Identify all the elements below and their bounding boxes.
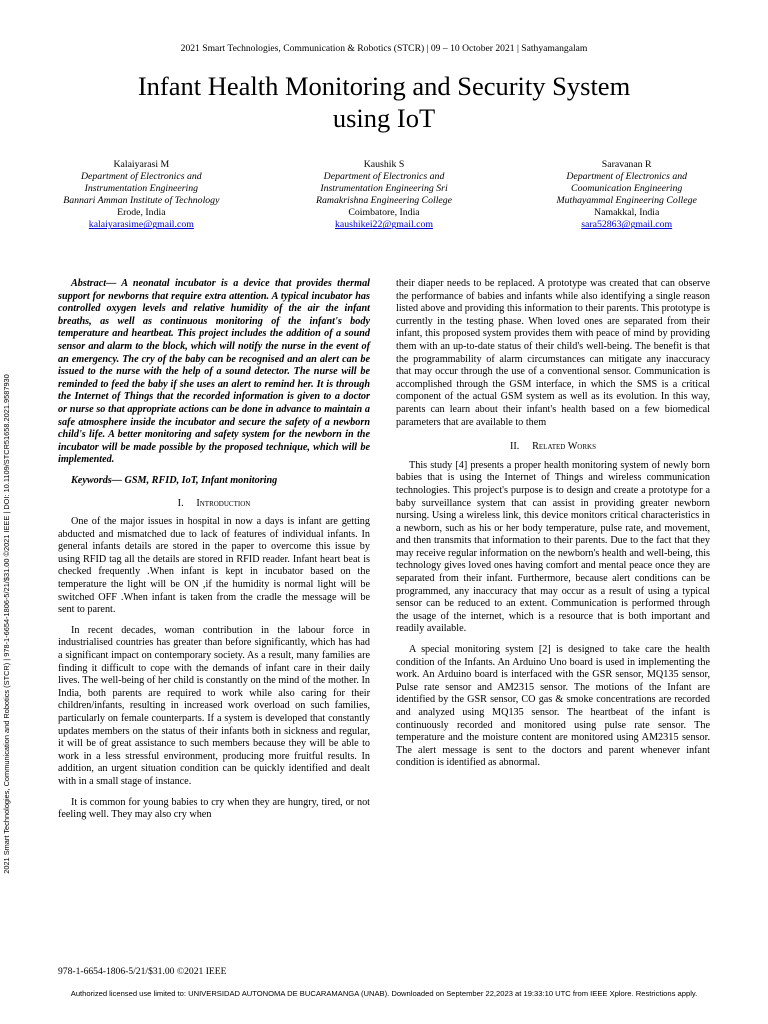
paper-title — [60, 70, 708, 134]
license-notice: Authorized licensed use limited to: UNIVERSIDAD AUTONOMA DE BUCARAMANGA (UNAB). Downloaded on September 22,2023 at 19:33:10 UTC from IEEE Xplore. Restrictions apply. — [70, 989, 698, 998]
section-heading-related-works — [396, 441, 710, 454]
author-email-link[interactable]: kaushikei22@gmail.com — [335, 219, 433, 231]
right-column — [396, 278, 710, 778]
author-department: Department of Electronics and — [323, 171, 445, 183]
author-institution: Bannari Amman Institute of Technology — [63, 195, 220, 207]
author-department-2: Instrumentation Engineering Sri — [320, 183, 448, 195]
paragraph: This study [4] presents a proper health monitoring system of newly born babies that is using the Internet of Things and wireless communication technologies. This project's purpose is to design and create a prototype for a baby surveillance system that can assist in providing greater newborn nursing. Using a wireless link, this device monitors critical characteristics in a newborn, such as his or her body temperature, pulse rate, and movement, and then transmits that information to their parents. Due to the fact that they may receive regular information on the newborn's health and well-being, this technology gives loved ones having comfort and mental peace once they are separated from their infant. Furthermore, because alert conditions can be programmed, any inaccuracy that may occur as a result of using a typical sensor can be reduced to an extent. Communication is performed through the usage of the internet, which is a resource that is both important and readily available. — [396, 459, 710, 635]
section-title: Related Works — [532, 441, 596, 453]
author-1 — [20, 159, 263, 232]
paragraph: A special monitoring system [2] is designed to take care the health condition of the Infants. An Arduino Uno board is used in implementing the work. An Arduino board is interfaced with the GSR sensor, MQ135 sensor, Pulse rate sensor and AM2315 sensor. The motions of the Infant are identified by the GSR sensor, CO gas & smoke concentrations are recorded and analyzed using MQ135 sensor. The heartbeat of the infant is continuously recorded and monitored using pulse rate sensor. The temperature and the moisture content are monitored using AM2315 sensor. The alert message is sent to the doctors and parent whenever infant condition is identified as abnormal. — [396, 644, 710, 769]
author-institution: Muthayammal Engineering College — [556, 195, 697, 207]
author-city: Erode, India — [117, 207, 166, 219]
author-email-link[interactable]: kalaiyarasime@gmail.com — [88, 219, 194, 231]
author-department-2: Instrumentation Engineering — [84, 183, 199, 195]
author-block — [20, 159, 748, 232]
paragraph: In recent decades, woman contribution in the labour force in industrialised countries has greater than before significantly, which has had a significant impact on contemporary society. As a result, many families are finding it difficult to cope with the demands of infant care in their daily lives. The well-being of her child is constantly on the mind of the mother. In India, both parents are required to work while also caring for their children/infants, resulting in increased work overload on such families, particularly on female counterparts. If a system is developed that constantly updates members on the status of their infants both in sickness and regular, it will be of great assistance to such members because they will be able to work in a less stressful environment, producing more fruitful results. In addition, an urgent situation condition can be quickly identified and dealt with in a small stage of instance. — [58, 624, 370, 787]
author-name: Saravanan R — [601, 159, 652, 170]
section-title: Introduction — [196, 497, 251, 509]
paragraph: It is common for young babies to cry when they are hungry, tired, or not feeling well. They may also cry when — [58, 796, 370, 821]
abstract-text: A neonatal incubator is a device that provides thermal support for newborns that require extra attention. A typical incubator has controlled oxygen levels and relative humidity of the air the infant breaths, as well as continuous monitoring of the infant's body temperature and heartbeat. This project includes the addition of a sound sensor and alarm to the block, which will notify the nurse in the event of an emergency. The cry of the baby can be recognised and an alert can be issued to the nurse with the help of a sound detector. The nurse will be reminded to feed the baby if she uses an alert to remind her. It is through the Internet of Things that the recorded information is given to a doctor or nurse so that appropriate actions can be done in advance to maintain a safe atmosphere inside the incubator and secure the safety of a newborn child's life. A better monitoring and safety system for the newborn in the incubator will be made possible by the proposed technique, which will be implemented. — [58, 278, 370, 466]
author-name: Kalaiyarasi M — [113, 159, 170, 170]
author-city: Namakkal, India — [594, 207, 660, 219]
section-number: II. — [510, 441, 520, 453]
section-number: I. — [177, 497, 184, 509]
author-institution: Ramakrishna Engineering College — [315, 195, 453, 207]
section-heading-introduction — [58, 498, 370, 511]
conference-header: 2021 Smart Technologies, Communication & Robotics (STCR) | 09 – 10 October 2021 | Sathyamangalam — [180, 43, 588, 54]
keywords: Keywords— GSM, RFID, IoT, Infant monitoring — [71, 474, 278, 486]
left-column — [58, 278, 370, 830]
author-3 — [505, 159, 748, 232]
abstract-label: Abstract— — [71, 278, 117, 289]
author-city: Coimbatore, India — [348, 207, 420, 219]
copyright-footer: 978-1-6654-1806-5/21/$31.00 ©2021 IEEE — [58, 966, 227, 977]
author-2 — [263, 159, 506, 232]
doi-sidebar: 2021 Smart Technologies, Communication and Robotics (STCR) | 978-1-6654-1806-5/21/$31.00 ©2021 IEEE | DOI: 10.1109/STCR51658.2021.9587930 — [2, 374, 11, 874]
author-email-link[interactable]: sara52863@gmail.com — [581, 219, 673, 231]
paragraph: One of the major issues in hospital in now a days is infant are getting abducted and mismatched due to lack of features of individual infants. In general infants details are stored in the paper to overcome this issue by using RFID tag all the details are stored in RFID reader. Infant heart beat is checked frequently .When infant is kept in incubator based on the temperature the light will be ON ,if the humidity is normal light will be switched OFF .When infant is taken from the cradle the message will be sent to parent. — [58, 516, 370, 616]
author-department-2: Coomunication Engineering — [571, 183, 683, 195]
author-department: Department of Electronics and — [80, 171, 202, 183]
author-department: Department of Electronics and — [566, 171, 688, 183]
title-line-1: Infant Health Monitoring and Security System — [137, 71, 631, 101]
abstract — [58, 278, 370, 467]
paragraph-continued: their diaper needs to be replaced. A prototype was created that can observe the performance of babies and infants while also identifying a single reason listed above and providing this information to their parents. This prototype is currently in the testing phase. When loved ones are separated from their infant, this proposed system provides them with peace of mind by providing them with an up-to-date status of their child's well-being. The benefit is that the programmability of alarm circumstances can mitigate any inaccuracy that may occur through the use of a conventional sensor. Communication is accomplished through the GSM interface, in which the SMS is a critical component of the actual GSM system as well as its evolution. In this way, parents can learn about their infant's health based on a few biomedical parameters that are available to them — [396, 278, 710, 428]
author-name: Kaushik S — [363, 159, 405, 170]
title-line-2: using IoT — [332, 103, 436, 133]
